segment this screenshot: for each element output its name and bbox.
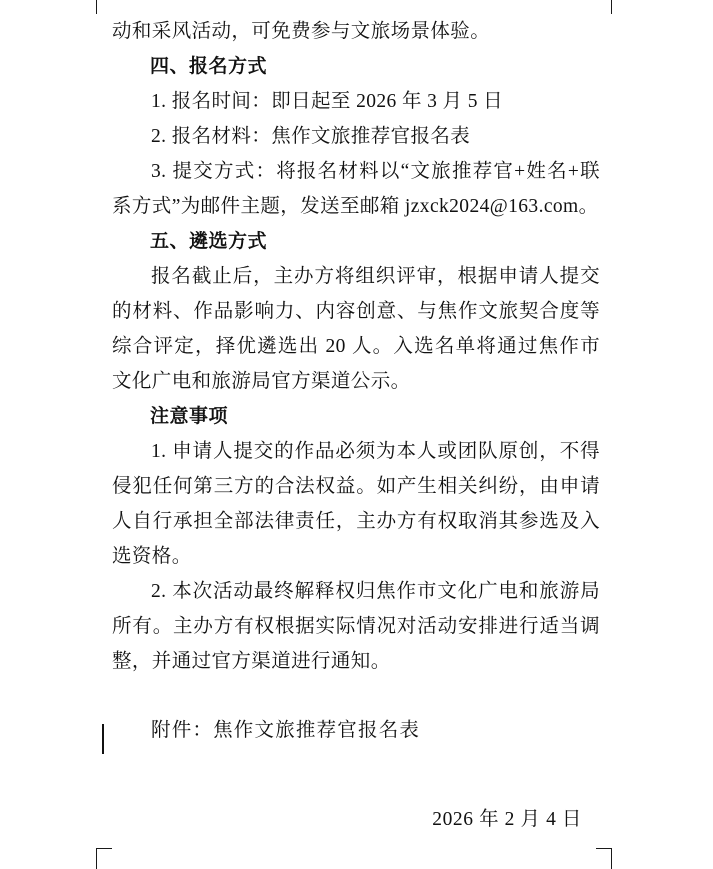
spacer-before-date-2 bbox=[112, 782, 600, 802]
section-heading-four: 四、报名方式 bbox=[150, 55, 268, 77]
note-item-final-interpretation: 2. 本次活动最终解释权归焦作市文化广电和旅游局所有。主办方有权根据实际情况对活动安排进行适当调整，并通过官方渠道进行通知。 bbox=[112, 581, 600, 672]
crop-mark-top-left bbox=[96, 0, 97, 14]
crop-mark-bottom-right-horizontal bbox=[596, 848, 612, 849]
paragraph-continued: 动和采风活动，可免费参与文旅场景体验。 bbox=[112, 21, 491, 42]
attachment-line: 附件：焦作文旅推荐官报名表 bbox=[151, 720, 421, 741]
paragraph-selection-process: 报名截止后，主办方将组织评审，根据申请人提交的材料、作品影响力、内容创意、与焦作文旅契合度等综合评定，择优遴选出 20 人。入选名单将通过焦作市文化广电和旅游局官方渠道公示。 bbox=[112, 266, 600, 392]
document-page bbox=[112, 14, 600, 844]
spacer-before-attachment bbox=[112, 679, 600, 713]
spacer-before-date bbox=[112, 748, 600, 782]
crop-mark-bottom-right-vertical bbox=[611, 848, 612, 869]
crop-mark-bottom-left-vertical bbox=[96, 848, 97, 869]
crop-mark-bottom-left-horizontal bbox=[96, 848, 112, 849]
text-cursor bbox=[102, 724, 104, 754]
crop-mark-top-right bbox=[611, 0, 612, 14]
section-heading-five: 五、遴选方式 bbox=[150, 230, 268, 252]
document-date: 2026 年 2 月 4 日 bbox=[432, 809, 582, 830]
section-heading-notes: 注意事项 bbox=[150, 405, 229, 427]
list-item-submission-method: 3. 提交方式：将报名材料以“文旅推荐官+姓名+联系方式”为邮件主题，发送至邮箱 jzxck2024@163.com。 bbox=[112, 161, 600, 217]
list-item-registration-materials: 2. 报名材料：焦作文旅推荐官报名表 bbox=[151, 126, 471, 147]
note-item-originality: 1. 申请人提交的作品必须为本人或团队原创，不得侵犯任何第三方的合法权益。如产生相关纠纷，由申请人自行承担全部法律责任，主办方有权取消其参选及入选资格。 bbox=[112, 441, 600, 567]
list-item-registration-time: 1. 报名时间：即日起至 2026 年 3 月 5 日 bbox=[151, 91, 504, 112]
